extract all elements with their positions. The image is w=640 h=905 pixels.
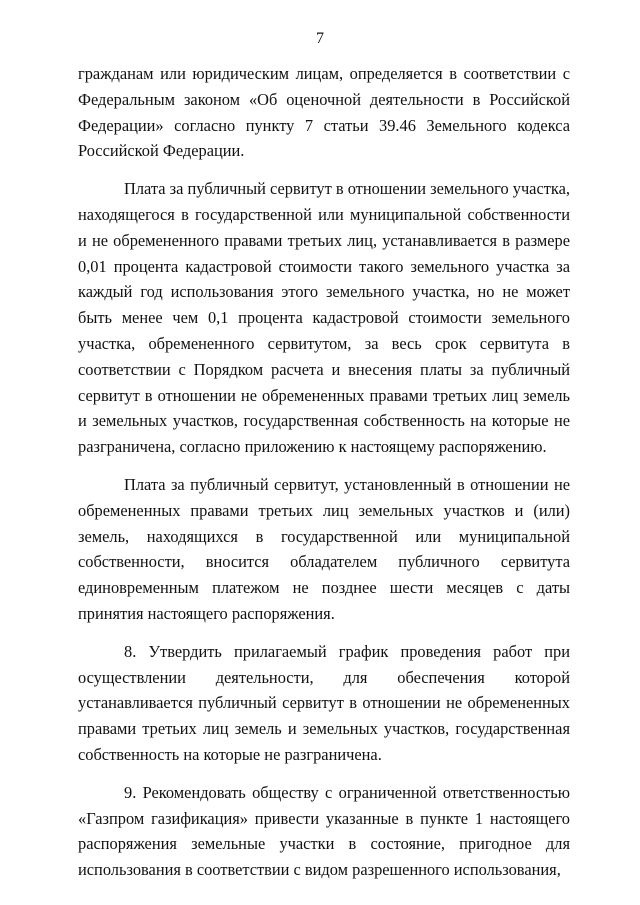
paragraph-servitude-fee-rate: Плата за публичный сервитут в отношении земельного участка, находящегося в государственной или муниципальной собственности и не обремененного правами третьих лиц, устанавливается в размере 0,01 процента кадастровой стоимости такого земельного участка за каждый год использования этого земельного участка, но не может быть менее чем 0,1 процента кадастровой стоимости земельного участка, обремененного сервитутом, за весь срок сервитута в соответствии с Порядком расчета и внесения платы за публичный сервитут в отношении не обремененных правами третьих лиц земель и земельных участков, государственная собственность на которые не разграничена, согласно приложению к настоящему распоряжению. xyxy=(78,179,570,457)
page-number: 7 xyxy=(316,30,324,47)
paragraph-valuation-continuation: гражданам или юридическим лицам, определяется в соответствии с Федеральным законом «Об оценочной деятельности в Российской Федерации» согласно пункту 7 статьи 39.46 Земельного кодекса Российской Федерации. xyxy=(78,64,570,161)
paragraph-servitude-fee-payment: Плата за публичный сервитут, установленный в отношении не обремененных правами третьих лиц земельных участков и (или) земель, находящихся в государственной или муниципальной собственности, вносится обладателем публичного сервитута единовременным платежом не позднее шести месяцев с даты принятия настоящего распоряжения. xyxy=(78,474,570,623)
document-body xyxy=(78,61,570,883)
paragraph-item-8-work-schedule: 8. Утвердить прилагаемый график проведения работ при осуществлении деятельности, для обеспечения которой устанавливается публичный сервитут в отношении не обремененных правами третьих лиц земель и земельных участков, государственная собственность на которые не разграничена. xyxy=(78,641,570,764)
paragraph-item-9-recommendation: 9. Рекомендовать обществу с ограниченной ответственностью «Газпром газификация» привести указанные в пункте 1 настоящего распоряжения земельные участки в состояние, пригодное для использования в соответствии с видом разрешенного использования, xyxy=(78,782,570,880)
